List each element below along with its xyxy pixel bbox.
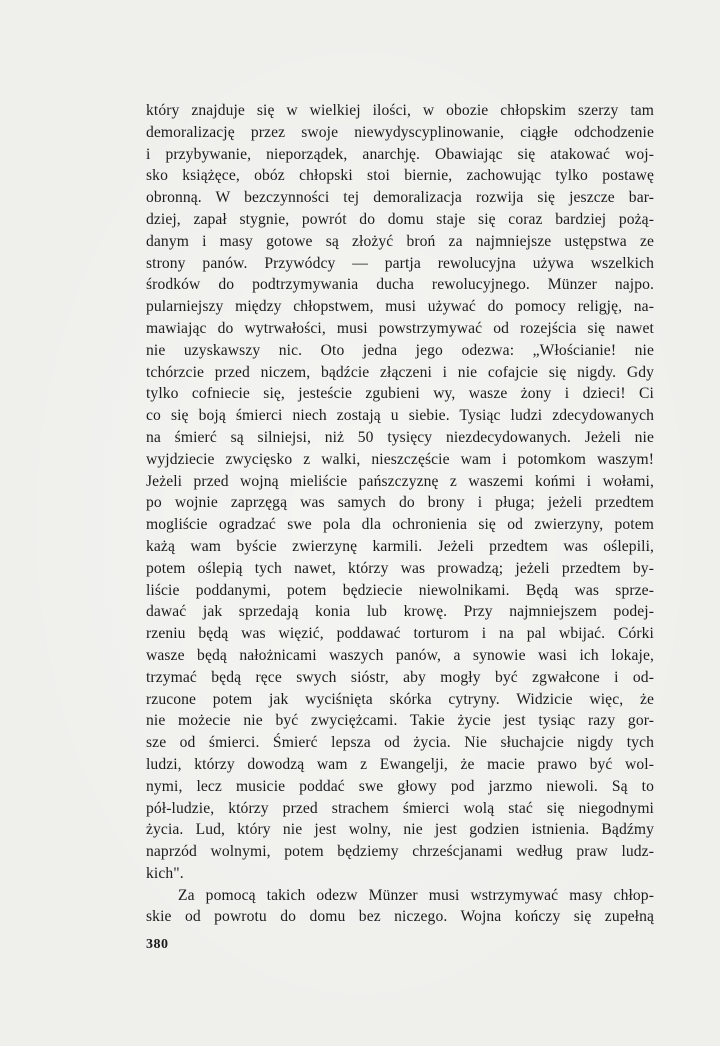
text-line: obronną. W bezczynności tej demoralizacja rozwija się jeszcze bar- [146, 189, 654, 207]
text-line: ludzi, którzy dowodzą wam z Ewangelji, że macie prawo być wol- [146, 755, 654, 773]
text-line: który znajduje się w wielkiej ilości, w obozie chłopskim szerzy tam [146, 102, 654, 119]
text-line: środków do podtrzymywania ducha rewolucyjnego. Münzer najpo. [146, 276, 654, 294]
text-line: każą wam byście zwierzynę karmili. Jeżeli przedtem was oślepili, [146, 537, 654, 555]
text-line: nymi, lecz musicie poddać swe głowy pod jarzmo niewoli. Są to [146, 777, 654, 795]
text-line: liście poddanymi, potem będziecie niewolnikami. Będą was sprze- [146, 581, 654, 599]
text-line: po wojnie zaprzęgą was samych do brony i pługa; jeżeli przedtem [146, 494, 654, 512]
text-line: nie uzyskawszy nic. Oto jedna jego odezwa: „Włościanie! nie [146, 341, 654, 359]
text-line: dziej, zapał stygnie, powrót do domu staje się coraz bardziej pożą- [146, 210, 654, 228]
text-line: pół-ludzie, którzy przed strachem śmierci wolą stać się niegodnymi [146, 799, 654, 817]
page-number: 380 [146, 937, 169, 952]
text-line: dawać jak sprzedają konia lub krowę. Przy najmniejszem podej- [146, 603, 654, 621]
text-line: Jeżeli przed wojną mieliście pańszczyznę z waszemi końmi i wołami, [146, 472, 654, 490]
body-text [146, 100, 654, 928]
text-line: i przybywanie, nieporządek, anarchję. Obawiając się atakować woj- [146, 145, 654, 163]
text-line: sze od śmierci. Śmierć lepsza od życia. Nie słuchajcie nigdy tych [146, 734, 654, 752]
text-line: potem oślepią tych nawet, którzy was prowadzą; jeżeli przedtem by- [146, 559, 654, 577]
text-line: demoralizację przez swoje niewydyscyplinowanie, ciągłe odchodzenie [146, 123, 654, 141]
text-line: sko książęce, obóz chłopski stoi biernie, zachowując tylko postawę [146, 167, 654, 185]
text-line: tchórzcie przed niczem, bądźcie złączeni i nie cofajcie się nigdy. Gdy [146, 363, 654, 381]
text-line: wasze będą nałożnicami waszych panów, a synowie wasi ich lokaje, [146, 646, 654, 664]
text-line: pularniejszy między chłopstwem, musi używać do pomocy religję, na- [146, 298, 654, 316]
text-line: rzeniu będą was więzić, poddawać torturom i na pal wbijać. Córki [146, 625, 654, 643]
text-line-paragraph-start: Za pomocą takich odezw Münzer musi wstrzymywać masy chłop- [178, 886, 654, 904]
text-line: życia. Lud, który nie jest wolny, nie jest godzien istnienia. Bądźmy [146, 821, 654, 839]
text-line: naprzód wolnymi, potem będziemy chrześcjanami według praw ludz- [146, 843, 654, 861]
text-line: trzymać będą ręce swych sióstr, aby mogły być zgwałcone i od- [146, 668, 654, 686]
text-line: wyjdziecie zwycięsko z walki, nieszczęście wam i potomkom waszym! [146, 450, 654, 468]
text-line: kich". [146, 864, 184, 882]
text-line: skie od powrotu do domu bez niczego. Wojna kończy się zupełną [146, 908, 654, 926]
text-line: strony panów. Przywódcy — partja rewolucyjna używa wszelkich [146, 254, 654, 272]
text-line: co się boją śmierci niech zostają u siebie. Tysiąc ludzi zdecydowanych [146, 407, 654, 425]
text-line: tylko cofniecie się, jesteście zgubieni wy, wasze żony i dzieci! Ci [146, 385, 654, 403]
text-line: nie możecie nie być zwyciężcami. Takie życie jest tysiąc razy gor- [146, 712, 654, 730]
text-line: mogliście ogradzać swe pola dla ochronienia się od zwierzyny, potem [146, 516, 654, 534]
text-line: danym i masy gotowe są złożyć broń za najmniejsze ustępstwa ze [146, 232, 654, 250]
text-line: rzucone potem jak wyciśnięta skórka cytryny. Widzicie więc, że [146, 690, 654, 708]
text-line: mawiając do wytrwałości, musi powstrzymywać od rozejścia się nawet [146, 319, 654, 337]
text-line: na śmierć są silniejsi, niż 50 tysięcy niezdecydowanych. Jeżeli nie [146, 428, 654, 446]
